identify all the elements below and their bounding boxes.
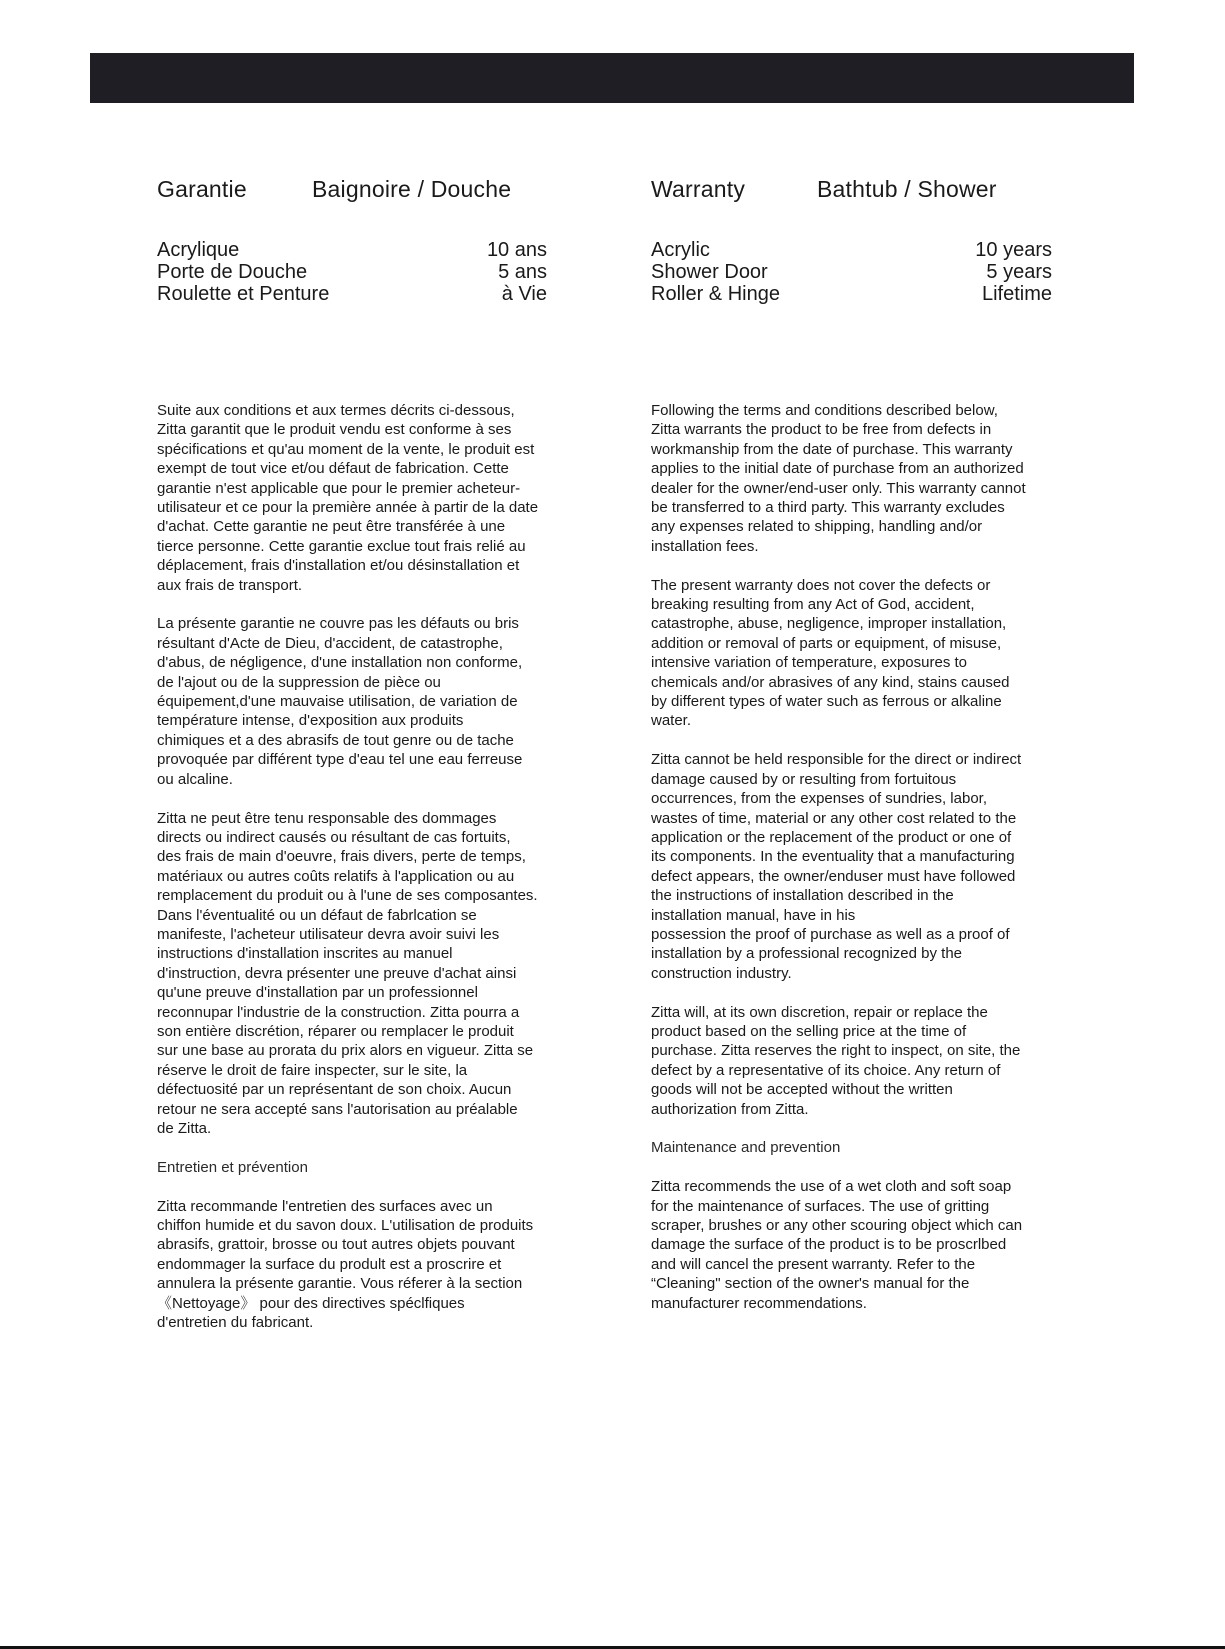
english-maintenance-heading: Maintenance and prevention — [651, 1139, 841, 1157]
table-row — [651, 239, 1052, 261]
french-exclusions-paragraph — [157, 614, 617, 789]
text-line: catastrophe, abuse, negligence, improper installation, — [651, 615, 1007, 633]
warranty-term: 5 years — [986, 261, 1052, 283]
text-line: sur une base au prorata du prix alors en vigueur. Zitta se — [157, 1042, 534, 1060]
text-line: reconnupar l'industrie de la construction. Zitta pourra a — [157, 1003, 520, 1021]
text-line: d'instruction, devra présenter une preuve d'achat ainsi — [157, 964, 517, 982]
text-line: d'entretien du fabricant. — [157, 1314, 314, 1332]
text-line: dealer for the owner/end-user only. This warranty cannot — [651, 479, 1026, 497]
english-liability-paragraph — [651, 750, 1111, 983]
french-terms-paragraph — [157, 401, 617, 595]
text-line: équipement,d'une mauvaise utilisation, de variation de — [157, 693, 518, 711]
text-line: water. — [651, 712, 692, 730]
english-maintenance-paragraph — [651, 1177, 1111, 1313]
english-exclusions-paragraph — [651, 576, 1111, 731]
warranty-item: Roller & Hinge — [651, 283, 780, 305]
french-heading-label: Garantie — [157, 176, 247, 202]
text-line: workmanship from the date of purchase. This warranty — [651, 440, 1013, 458]
english-terms-paragraph — [651, 401, 1111, 556]
text-line: manifeste, l'acheteur utilisateur devra avoir suivi les — [157, 925, 500, 943]
text-line: application or the replacement of the product or one of — [651, 828, 1012, 846]
text-line: de Zitta. — [157, 1120, 212, 1137]
french-liability-paragraph — [157, 809, 617, 1139]
text-line: Zitta recommends the use of a wet cloth and soft soap — [651, 1178, 1012, 1196]
text-line: Zitta ne peut être tenu responsable des dommages — [157, 809, 497, 827]
text-line: damage the surface of the product is to be proscrlbed — [651, 1236, 1007, 1254]
text-line: garantie n'est applicable que pour le premier acheteur- — [157, 479, 521, 497]
text-line: any expenses related to shipping, handling and/or — [651, 518, 983, 536]
text-line: La présente garantie ne couvre pas les défauts ou bris — [157, 615, 519, 633]
warranty-item: Shower Door — [651, 261, 768, 283]
text-line: Dans l'éventualité ou un défaut de fabrlcation se — [157, 906, 477, 924]
text-line: provoquée par différent type d'eau tel une eau ferreuse — [157, 751, 523, 769]
table-row — [651, 261, 1052, 283]
text-line: manufacturer recommendations. — [651, 1294, 867, 1312]
text-line: Zitta warrants the product to be free from defects in — [651, 421, 992, 439]
text-line: its components. In the eventuality that a manufacturing — [651, 848, 1015, 866]
text-line: son entière discrétion, réparer ou remplacer le produit — [157, 1022, 514, 1040]
text-line: annulera la présente garantie. Vous réferer à la section — [157, 1275, 523, 1293]
french-body — [157, 401, 617, 1352]
text-line: d'abus, de négligence, d'une installation non conforme, — [157, 654, 523, 672]
text-line: purchase. Zitta reserves the right to inspect, on site, the — [651, 1042, 1021, 1060]
text-line: Zitta garantit que le produit vendu est conforme à ses — [157, 421, 512, 439]
english-heading-label: Warranty — [651, 176, 746, 202]
english-warranty-table — [651, 239, 1052, 305]
text-line: déplacement, frais d'installation et/ou désinstallation et — [157, 557, 520, 575]
english-body — [651, 401, 1111, 1332]
text-line: de l'ajout ou de la suppression de pièce ou — [157, 673, 441, 691]
warranty-item: Porte de Douche — [157, 261, 308, 283]
text-line: tierce personne. Cette garantie exclue tout frais relié au — [157, 537, 526, 555]
english-heading-product: Bathtub / Shower — [817, 176, 997, 202]
table-row — [157, 283, 547, 305]
text-line: possession the proof of purchase as well as a proof of — [651, 925, 1010, 943]
english-repair-paragraph — [651, 1003, 1111, 1119]
text-line: “Cleaning" section of the owner's manual for the — [651, 1275, 970, 1293]
text-line: Following the terms and conditions described below, — [651, 402, 998, 419]
text-line: aux frais de transport. — [157, 576, 303, 594]
text-line: be transferred to a third party. This warranty excludes — [651, 499, 1005, 517]
table-row — [157, 261, 547, 283]
text-line: intensive variation of temperature, exposures to — [651, 654, 968, 672]
text-line: spécifications et qu'au moment de la vente, le produit est — [157, 440, 535, 458]
text-line: the instructions of installation described in the — [651, 887, 954, 905]
text-line: chimiques et a des abrasifs de tout genre ou de tache — [157, 731, 514, 749]
text-line: for the maintenance of surfaces. The use of gritting — [651, 1197, 990, 1215]
text-line: ou alcaline. — [157, 770, 233, 788]
text-line: des frais de main d'oeuvre, frais divers, perte de temps, — [157, 848, 526, 866]
warranty-term: 5 ans — [498, 261, 547, 283]
text-line: product based on the selling price at the time of — [651, 1022, 967, 1040]
warranty-term: 10 ans — [486, 239, 547, 261]
text-line: addition or removal of parts or equipment, of misuse, — [651, 634, 1002, 652]
text-line: damage caused by or resulting from fortuitous — [651, 770, 957, 788]
warranty-item: Roulette et Penture — [157, 283, 330, 305]
french-maintenance-heading: Entretien et prévention — [157, 1158, 308, 1176]
warranty-term: Lifetime — [981, 283, 1052, 305]
text-line: d'achat. Cette garantie ne peut être transférée à une — [157, 518, 506, 536]
table-row — [157, 239, 547, 261]
table-row — [651, 283, 1052, 305]
text-line: installation manual, have in his — [651, 906, 856, 924]
text-line: applies to the initial date of purchase from an authorized — [651, 460, 1024, 478]
text-line: remplacement du produit ou à l'une de ses composantes. — [157, 887, 538, 905]
text-line: défectuosité par un représentant de son choix. Aucun — [157, 1081, 512, 1099]
text-line: defect appears, the owner/enduser must have followed — [651, 867, 1016, 885]
warranty-term: 10 years — [975, 239, 1052, 261]
text-line: 《Nettoyage》 pour des directives spéclfiques — [157, 1294, 465, 1312]
text-line: réserve le droit de faire inspecter, sur le site, la — [157, 1061, 468, 1079]
text-line: occurrences, from the expenses of sundries, labor, — [651, 790, 988, 808]
text-line: température intense, d'exposition aux produits — [157, 712, 464, 730]
text-line: breaking resulting from any Act of God, accident, — [651, 596, 975, 614]
warranty-item: Acrylic — [651, 239, 710, 261]
text-line: and will cancel the present warranty. Refer to the — [651, 1255, 976, 1273]
text-line: endommager la surface du prodult est a proscrire et — [157, 1255, 502, 1273]
text-line: by different types of water such as ferrous or alkaline — [651, 693, 1002, 711]
text-line: abrasifs, grattoir, brosse ou tout autres objets pouvant — [157, 1236, 515, 1254]
text-line: chemicals and/or abrasives of any kind, stains caused — [651, 673, 1010, 691]
text-line: construction industry. — [651, 964, 792, 982]
french-maintenance-paragraph — [157, 1197, 617, 1333]
text-line: Zitta cannot be held responsible for the direct or indirect — [651, 751, 1022, 769]
french-warranty-table — [157, 239, 547, 305]
text-line: scraper, brushes or any other scouring object which can — [651, 1216, 1023, 1234]
text-line: matériaux ou autres coûts relatifs à l'application ou au — [157, 867, 515, 885]
text-line: Suite aux conditions et aux termes décrits ci-dessous, — [157, 402, 515, 419]
text-line: wastes of time, material or any other cost related to the — [651, 809, 1017, 827]
text-line: instructions d'installation inscrites au manuel — [157, 945, 453, 963]
header-banner — [90, 53, 1134, 103]
text-line: defect by a representative of its choice. Any return of — [651, 1061, 1001, 1079]
text-line: Zitta recommande l'entretien des surfaces avec un — [157, 1197, 493, 1215]
text-line: Zitta will, at its own discretion, repair or replace the — [651, 1003, 988, 1021]
french-heading-product: Baignoire / Douche — [312, 176, 512, 202]
text-line: qu'une preuve d'installation par un professionnel — [157, 984, 478, 1002]
text-line: installation fees. — [651, 537, 759, 555]
text-line: exempt de tout vice et/ou défaut de fabrication. Cette — [157, 460, 509, 478]
text-line: directs ou indirect causés ou résultant de cas fortuits, — [157, 828, 511, 846]
warranty-term: à Vie — [501, 283, 547, 305]
text-line: The present warranty does not cover the defects or — [651, 576, 991, 594]
warranty-item: Acrylique — [157, 239, 240, 261]
text-line: chiffon humide et du savon doux. L'utilisation de produits — [157, 1217, 534, 1234]
text-line: authorization from Zitta. — [651, 1100, 809, 1118]
text-line: utilisateur et ce pour la première année à partir de la date — [157, 499, 539, 517]
text-line: résultant d'Acte de Dieu, d'accident, de catastrophe, — [157, 634, 503, 652]
text-line: goods will not be accepted without the written — [651, 1081, 953, 1099]
text-line: retour ne sera accepté sans l'autorisation au préalable — [157, 1100, 518, 1118]
text-line: installation by a professional recognized by the — [651, 945, 963, 963]
